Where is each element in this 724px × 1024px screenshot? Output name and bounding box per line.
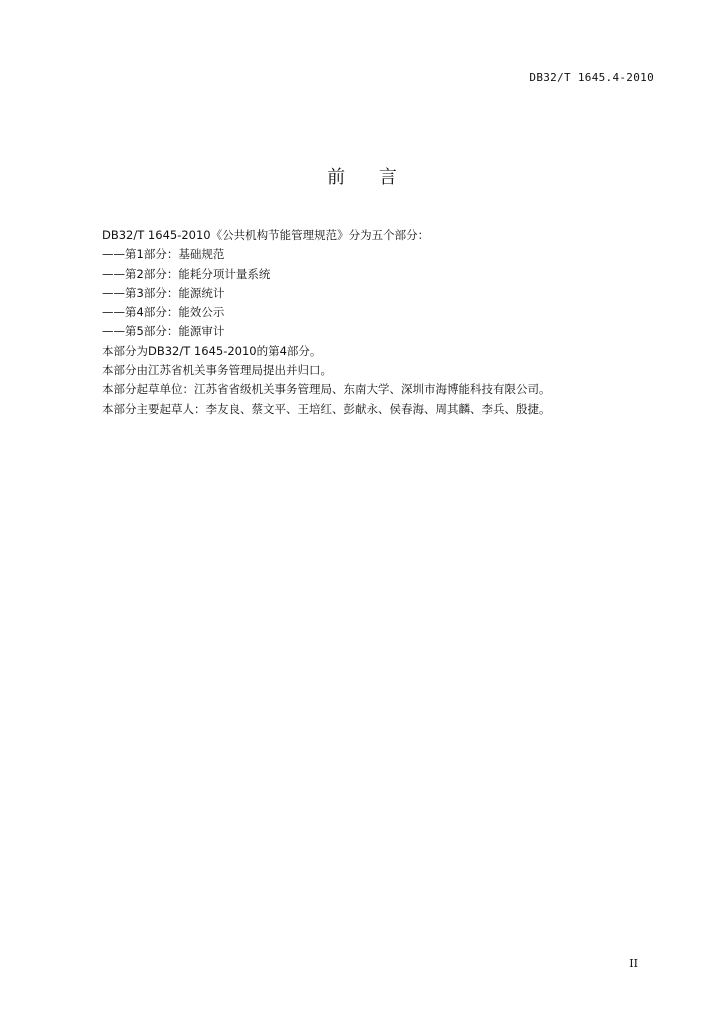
page-title: 前 言 bbox=[327, 167, 411, 188]
part-2-line: ——第2部分：能耗分项计量系统 bbox=[102, 266, 271, 281]
proposer-line: 本部分由江苏省机关事务管理局提出并归口。 bbox=[102, 363, 332, 378]
part-1-line: ——第1部分：基础规范 bbox=[102, 247, 225, 262]
part-4-line: ——第4部分：能效公示 bbox=[102, 305, 225, 320]
this-part-line: 本部分为DB32/T 1645-2010的第4部分。 bbox=[102, 343, 322, 358]
drafting-units-line: 本部分起草单位：江苏省省级机关事务管理局、东南大学、深圳市海博能科技有限公司。 bbox=[102, 382, 551, 397]
drafters-line: 本部分主要起草人：李友良、蔡文平、王培红、彭献永、侯春海、周其麟、李兵、殷捷。 bbox=[102, 401, 551, 416]
part-3-line: ——第3部分：能源统计 bbox=[102, 285, 225, 300]
foreword-body bbox=[102, 226, 662, 419]
part-5-line: ——第5部分：能源审计 bbox=[102, 324, 225, 339]
intro-line: DB32/T 1645-2010《公共机构节能管理规范》分为五个部分： bbox=[102, 228, 430, 242]
page-number: II bbox=[629, 957, 638, 970]
standard-code-header: DB32/T 1645.4-2010 bbox=[529, 71, 654, 84]
